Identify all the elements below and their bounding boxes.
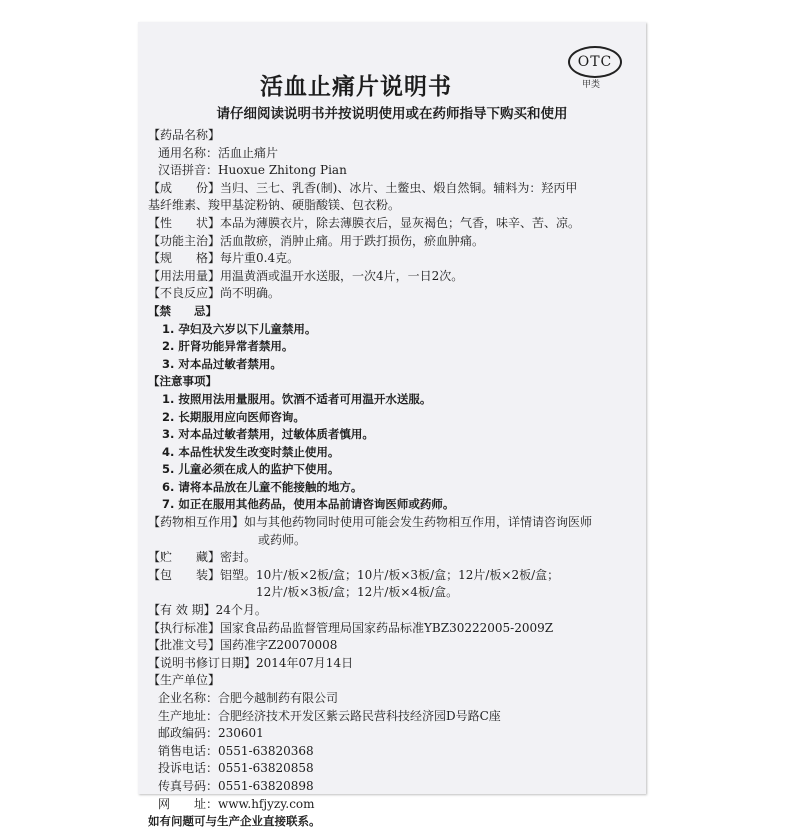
section-revision-date: 【说明书修订日期】2014年07月14日 xyxy=(148,655,354,670)
precaution-item: 2. 长期服用应向医师咨询。 xyxy=(162,409,305,424)
postal-code-line: 邮政编码：230601 xyxy=(158,726,264,741)
contact-note: 如有问题可与生产企业直接联系。 xyxy=(148,814,321,829)
contraindication-item: 2. 肝肾功能异常者禁用。 xyxy=(162,339,294,354)
fax-line: 传真号码：0551-63820898 xyxy=(158,778,314,793)
precaution-item: 7. 如正在服用其他药品，使用本品前请咨询医师或药师。 xyxy=(162,497,455,512)
section-approval-number: 【批准文号】国药准字Z20070008 xyxy=(148,638,338,653)
section-manufacturer: 【生产单位】 xyxy=(148,673,221,688)
complaint-phone-line: 投诉电话：0551-63820858 xyxy=(158,761,314,776)
section-ingredients: 【成 份】当归、三七、乳香(制)、冰片、土鳖虫、煅自然铜。辅料为：羟丙甲 xyxy=(148,180,578,195)
company-address-line: 生产地址：合肥经济技术开发区紫云路民营科技经济园D号路C座 xyxy=(158,708,501,723)
precaution-item: 4. 本品性状发生改变时禁止使用。 xyxy=(162,444,340,459)
section-specification: 【规 格】每片重0.4克。 xyxy=(148,251,300,266)
page-title: 活血止痛片说明书 xyxy=(260,74,452,100)
packaging-continuation: 12片/板×3板/盒；12片/板×4板/盒。 xyxy=(256,585,459,600)
section-drug-interactions: 【药物相互作用】如与其他药物同时使用可能会发生药物相互作用，详情请咨询医师 xyxy=(148,515,593,530)
ingredients-continuation: 基纤维素、羧甲基淀粉钠、硬脂酸镁、包衣粉。 xyxy=(148,198,401,213)
contraindication-item: 3. 对本品过敏者禁用。 xyxy=(162,356,282,371)
section-indications: 【功能主治】活血散瘀，消肿止痛。用于跌打损伤，瘀血肿痛。 xyxy=(148,233,485,248)
section-standard: 【执行标准】国家食品药品监督管理局国家药品标准YBZ30222005-2009Z xyxy=(148,620,554,635)
pinyin-line: 汉语拼音：Huoxue Zhitong Pian xyxy=(158,163,347,178)
otc-class-label: 甲类 xyxy=(582,80,601,90)
section-precautions: 【注意事项】 xyxy=(148,374,217,389)
website-line: 网 址：www.hfjyzy.com xyxy=(158,796,315,811)
precaution-item: 5. 儿童必须在成人的监护下使用。 xyxy=(162,462,340,477)
contraindication-item: 1. 孕妇及六岁以下儿童禁用。 xyxy=(162,321,317,336)
section-drug-name: 【药品名称】 xyxy=(148,128,221,142)
company-name-line: 企业名称：合肥今越制药有限公司 xyxy=(158,691,339,705)
precaution-item: 1. 按照用法用量服用。饮酒不适者可用温开水送服。 xyxy=(162,391,432,406)
precaution-item: 6. 请将本品放在儿童不能接触的地方。 xyxy=(162,479,363,494)
section-storage: 【贮 藏】密封。 xyxy=(148,550,257,565)
drug-interactions-continuation: 或药师。 xyxy=(258,532,307,547)
usage-warning: 请仔细阅读说明书并按说明使用或在药师指导下购买和使用 xyxy=(216,106,568,122)
section-adverse-reactions: 【不良反应】尚不明确。 xyxy=(148,286,281,301)
generic-name-line: 通用名称：活血止痛片 xyxy=(158,145,279,160)
section-packaging: 【包 装】铝塑。10片/板×2板/盒；10片/板×3板/盒；12片/板×2板/盒； xyxy=(148,567,560,582)
section-dosage: 【用法用量】用温黄酒或温开水送服，一次4片，一日2次。 xyxy=(148,268,464,283)
section-appearance: 【性 状】本品为薄膜衣片，除去薄膜衣后，显灰褐色；气香，味辛、苦、凉。 xyxy=(148,215,581,230)
precaution-item: 3. 对本品过敏者禁用，过敏体质者慎用。 xyxy=(162,427,374,442)
section-contraindications: 【禁 忌】 xyxy=(148,303,217,318)
section-shelf-life: 【有 效 期】24个月。 xyxy=(148,603,267,618)
leaflet-body xyxy=(148,127,640,831)
otc-badge: OTC xyxy=(568,46,622,78)
sales-phone-line: 销售电话：0551-63820368 xyxy=(158,743,314,758)
